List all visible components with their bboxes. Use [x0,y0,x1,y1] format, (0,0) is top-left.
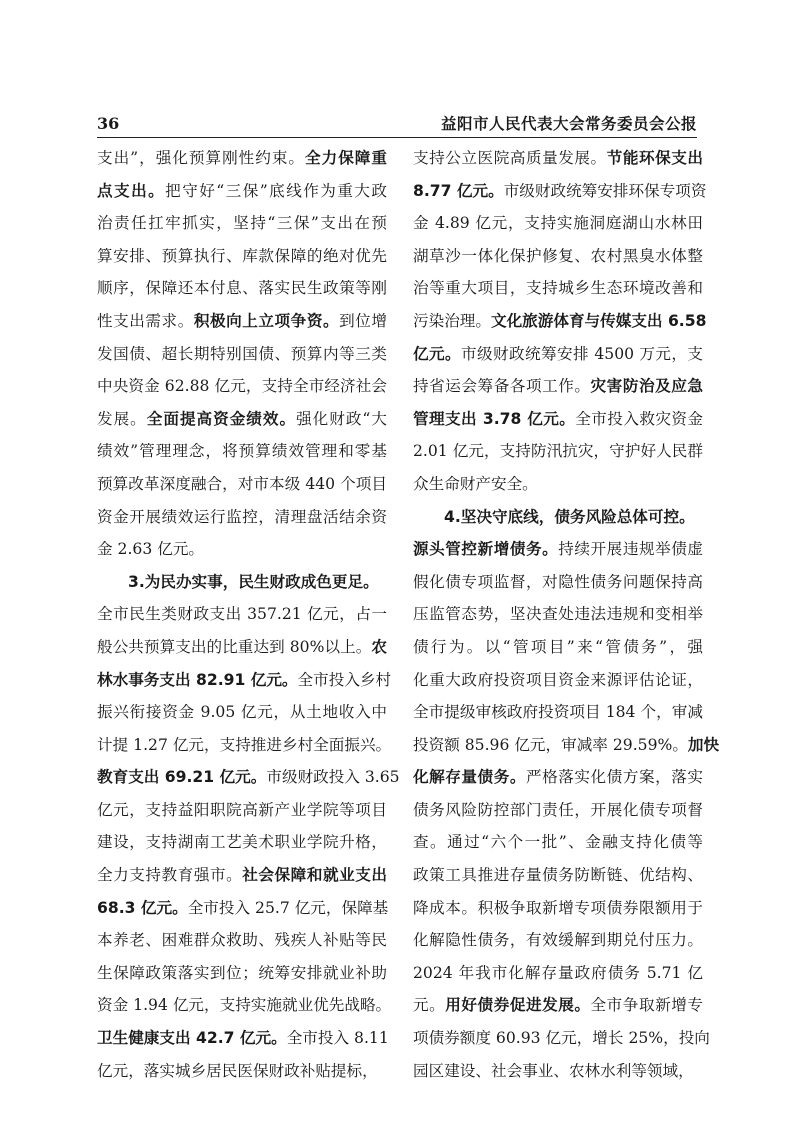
bold-heading-run: 教育支出 69.21 亿元。 [97,768,267,787]
text-run: 把守好“三保”底线作为重大政 [165,181,387,200]
bold-heading-run: 积极向上立项争资。 [193,311,340,330]
text-run: 湖草沙一体化保护修复、农村黑臭水体整 [413,246,703,265]
text-run: 全市投入 8.11 [286,1029,389,1048]
text-line [97,501,387,534]
text-line [97,989,392,1022]
text-run: 本养老、困难群众救助、残疾人补贴等民 [97,931,387,950]
bold-heading-run: 管理支出 3.78 亿元。 [413,409,576,428]
text-line [97,631,387,664]
text-line [413,207,703,240]
text-run: 建设，支持湖南工艺美术职业学院升格， [97,833,387,852]
text-line [97,175,387,208]
text-run: 元。 [413,996,446,1015]
bold-heading-run: 林水事务支出 82.91 亿元。 [97,670,298,689]
text-run: 亿元，支持益阳职院高新产业学院等项目 [97,800,387,819]
text-line [97,240,387,273]
text-run: 2.01 亿元，支持防汛抗灾，守护好人民群 [413,442,703,461]
text-line [413,533,703,566]
text-run: 中央资金 62.88 亿元，支持全市经济社会 [97,377,387,396]
text-run: 顺序，保障还本付息、落实民生政策等刚 [97,279,387,298]
text-line [413,142,703,175]
bold-heading-run: 全面提高资金绩效。 [146,409,297,428]
text-run: 全市投入救灾资金 [575,409,703,428]
text-line [97,1022,387,1055]
text-run: 计提 1.27 亿元，支持推进乡村全面振兴。 [97,735,392,754]
text-line [413,729,720,762]
text-run: 假化债专项监督，对隐性债务问题保持高 [413,572,703,591]
text-line [413,859,703,892]
text-run: 到位增 [339,311,387,330]
text-run: 性支出需求。 [97,311,194,330]
bold-heading-run: 源头管控新增债务。 [413,540,559,559]
text-run: 治等重大项目，支持城乡生态环境改善和 [413,279,703,298]
text-run: 债务风险防控部门责任，开展化债专项督 [413,800,703,819]
text-run: 资金 1.94 亿元，支持实施就业优先战略。 [97,996,392,1015]
text-run: 全力支持教育强市。 [97,866,243,885]
text-line [413,1055,703,1088]
text-run: 全市提级审核政府投资项目 184 个，审减 [413,703,703,722]
text-line [97,305,387,338]
text-run: 持省运会筹备各项工作。 [413,377,591,396]
bold-heading-run: 节能环保支出 [606,149,703,167]
text-line [413,598,703,631]
text-line [97,468,387,501]
text-run: 金 2.63 亿元。 [97,540,205,559]
text-line [97,859,387,892]
text-run: 市级财政投入 3.65 [266,768,400,787]
text-line [413,826,703,859]
text-line [413,1022,710,1055]
text-line [413,435,703,468]
text-line [413,272,703,305]
text-line [97,924,387,957]
text-line [413,240,703,273]
text-run: 投资额 85.96 亿元，审减率 29.59%。 [413,735,688,754]
text-run: 亿元，落实城乡居民医保财政补贴提标， [97,1061,378,1080]
bold-heading-run: 68.3 亿元。 [97,898,188,917]
text-run: 污染治理。 [413,311,491,330]
text-line [413,989,703,1022]
text-line [413,305,707,338]
page-number: 36 [97,114,120,133]
text-run: 发展。 [97,409,147,428]
bold-heading-run: 8.77 亿元。 [413,181,504,200]
text-line [413,696,703,729]
text-line [97,794,387,827]
text-line [97,142,387,175]
text-line [413,370,703,403]
text-run: 全市争取新增专 [590,996,703,1015]
text-line [413,338,703,371]
text-run: 振兴衔接资金 9.05 亿元，从土地收入中 [97,703,387,722]
text-run: 强化财政“大 [296,409,387,428]
text-run: 化重大政府投资项目资金来源评估论证， [413,670,703,689]
text-line [413,664,703,697]
bold-heading-run: 化解存量债务。 [413,768,526,787]
text-run: 绩效”管理理念，将预算绩效管理和零基 [97,442,387,461]
text-line [413,761,703,794]
text-run: 全市投入乡村 [297,670,392,689]
text-line [97,826,387,859]
text-line [97,370,387,403]
text-line [413,631,703,664]
text-run: 持续开展违规举债虚 [558,540,703,559]
text-line [97,892,387,925]
text-run: 市级财政统筹安排 4500 万元，支 [461,344,703,363]
text-run: 算安排、预算执行、库款保障的绝对优先 [97,246,387,265]
bold-heading-run: 社会保障和就业支出 [242,866,387,885]
bold-heading-run: 用好债券促进发展。 [445,996,591,1015]
text-run: 发国债、超长期特别国债、预算内等三类 [97,344,387,363]
text-line [97,533,387,566]
text-run: 严格落实化债方案，落实 [525,768,703,787]
text-line [97,598,387,631]
text-line [97,435,387,468]
text-run: 众生命财产安全。 [413,474,538,493]
text-line [97,272,387,305]
text-run: 债行为。以“管项目”来“管债务”，强 [413,637,703,656]
text-line [97,207,387,240]
text-run: 预算改革深度融合，对市本级 440 个项目 [97,474,387,493]
header-rule [97,137,697,138]
bold-heading-run: 灾害防治及应急 [590,377,703,396]
bold-heading-run: 农 [371,637,387,656]
text-run: 压监管态势，坚决查处违法违规和变相举 [413,605,703,624]
text-line [413,794,703,827]
text-run: 项债券额度 60.93 亿元，增长 25%，投向 [413,1029,710,1048]
text-line [97,729,392,762]
right-text-column [413,142,720,1087]
left-text-column [97,142,400,1087]
bold-heading-run: 文化旅游体育与传媒支出 6.58 [490,311,707,330]
bold-heading-run: 点支出。 [97,181,166,200]
text-line [97,1055,387,1088]
text-line [97,338,387,371]
bold-heading-run: 加快 [687,735,720,754]
page-header [97,113,697,137]
bold-heading-run: 亿元。 [413,344,461,363]
journal-title: 益阳市人民代表大会常务委员会公报 [440,114,697,133]
text-line [97,696,387,729]
text-line [413,501,703,534]
text-run: 生保障政策落实到位；统筹安排就业补助 [97,963,387,982]
text-run: 资金开展绩效运行监控，清理盘活结余资 [97,507,387,526]
text-line [97,403,387,436]
text-line [413,403,703,436]
text-run: 化解隐性债务，有效缓解到期兑付压力。 [413,931,703,950]
text-run: 全市投入 25.7 亿元，保障基 [187,898,389,917]
text-line [413,924,703,957]
text-line [413,892,703,925]
text-run: 降成本。积极争取新增专项债券限额用于 [413,898,703,917]
text-line [97,664,392,697]
text-line [413,957,703,990]
bold-heading-run: 全力保障重 [305,149,387,167]
text-run: 园区建设、社会事业、农林水利等领域， [413,1061,694,1080]
text-line [413,566,703,599]
text-run: 治责任扛牢抓实，坚持“三保”支出在预 [97,214,387,233]
text-line [413,468,703,501]
text-run: 全市民生类财政支出 357.21 亿元，占一 [97,605,387,624]
bold-heading-run: 3.为民办实事，民生财政成色更足。 [128,572,379,591]
text-run: 市级财政统筹安排环保专项资 [503,181,707,200]
text-run: 金 4.89 亿元，支持实施洞庭湖山水林田 [413,214,703,233]
text-run: 般公共预算支出的比重达到 80%以上。 [97,637,372,656]
text-run: 查。通过“六个一批”、金融支持化债等 [413,833,703,852]
text-line [97,566,387,599]
bold-heading-run: 4.坚决守底线，债务风险总体可控。 [444,507,695,526]
bold-heading-run: 卫生健康支出 42.7 亿元。 [97,1029,287,1048]
text-run: 支持公立医院高质量发展。 [413,149,607,167]
text-line [413,175,707,208]
text-line [97,957,387,990]
text-run: 政策工具推进存量债务防断链、优结构、 [413,866,703,885]
text-run: 支出”，强化预算刚性约束。 [97,149,306,167]
text-run: 2024 年我市化解存量政府债务 5.71 亿 [413,963,703,982]
text-line [97,761,400,794]
